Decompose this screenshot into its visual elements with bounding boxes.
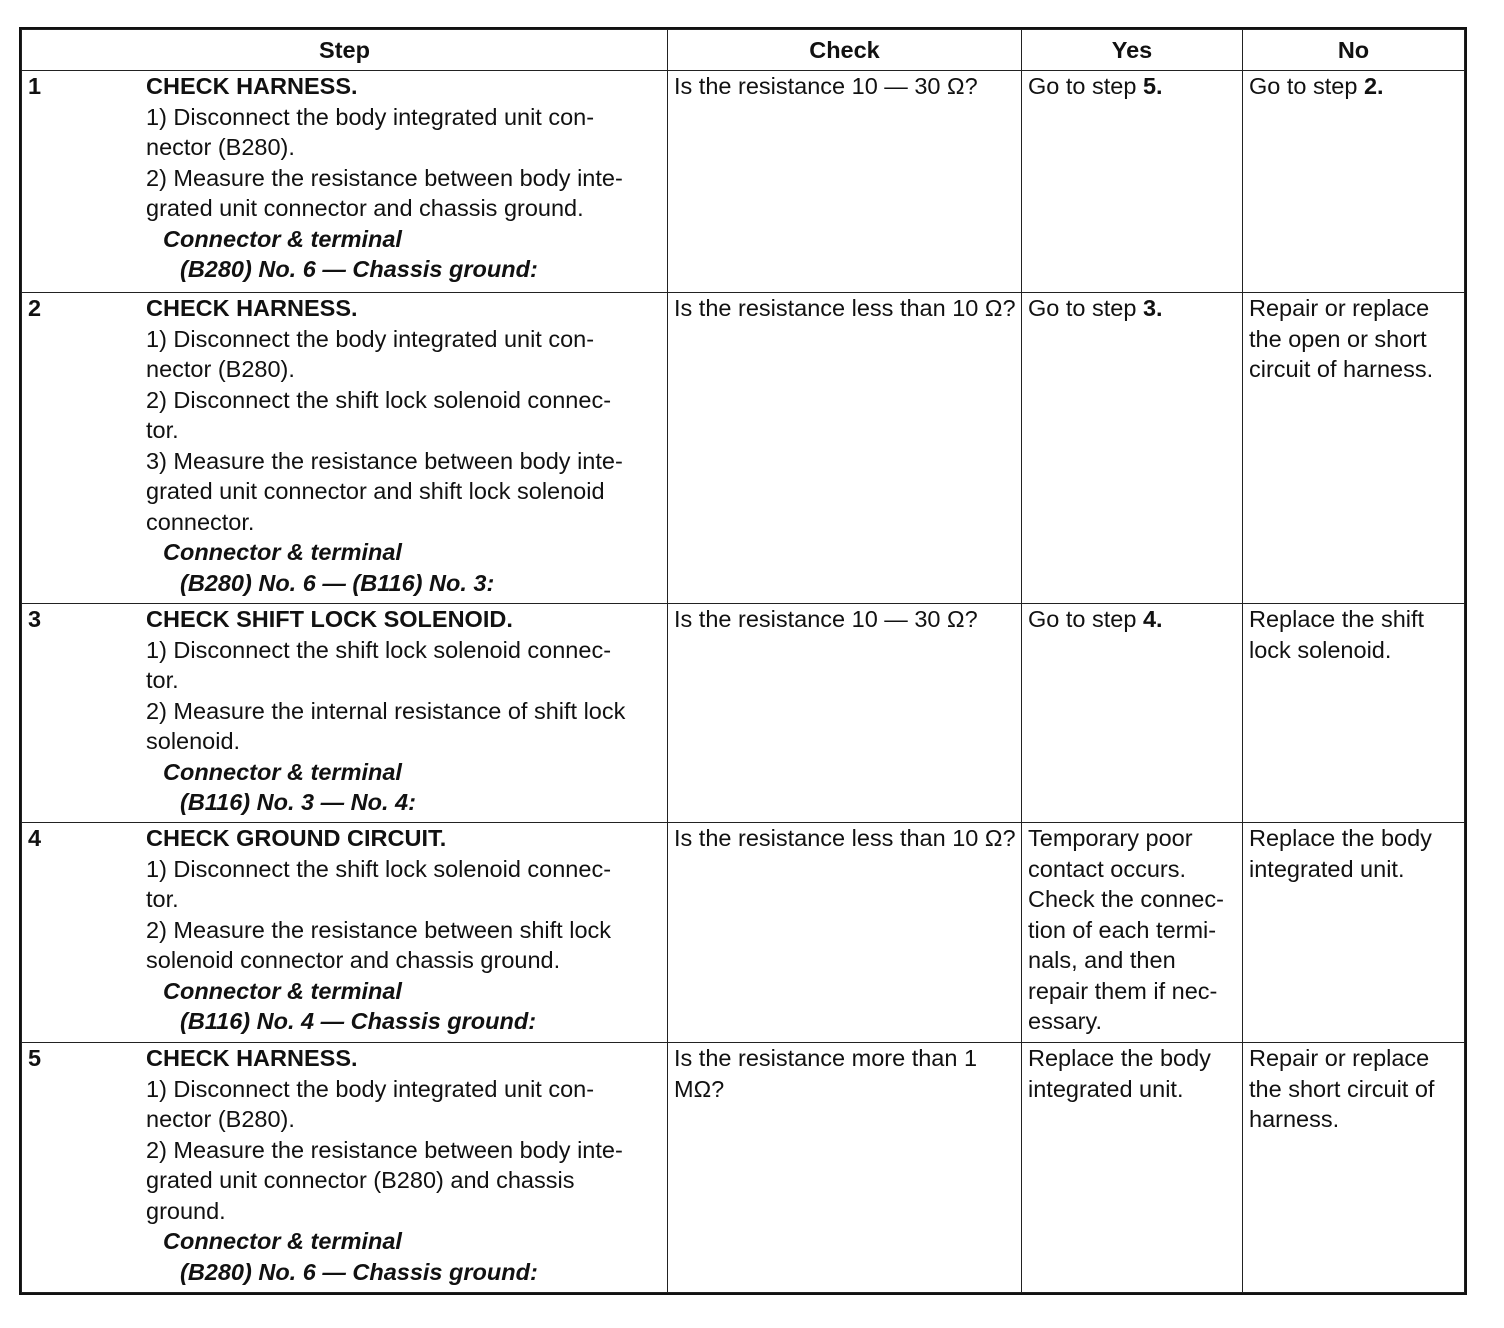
step-instruction: ground.	[146, 1197, 226, 1224]
step-instruction: connector.	[146, 508, 255, 535]
check-cell: Is the resistance 10 — 30 Ω?	[668, 71, 1022, 293]
header-row	[22, 30, 1465, 71]
step-instruction: nector (B280).	[146, 134, 295, 160]
check-cell: Is the resistance less than 10 Ω?	[668, 293, 1022, 604]
step-number: 3	[28, 606, 42, 632]
yes-step-ref: 5.	[1142, 73, 1163, 99]
connector-label: Connector & terminal	[163, 1228, 402, 1254]
connector-terminal: (B280) No. 6 — Chassis ground:	[180, 1258, 538, 1285]
no-cell	[1243, 1043, 1465, 1293]
header-step: Step	[22, 30, 668, 71]
step-cell	[22, 1043, 668, 1293]
no-text: Replace the body integrated unit.	[1249, 825, 1432, 882]
step-instruction: nector (B280).	[146, 1106, 295, 1132]
yes-text: Temporary poor contact occurs. Check the connec- tion of each termi- nals, and then repair them if nec- essary.	[1028, 825, 1224, 1034]
step-instruction: nector (B280).	[146, 356, 295, 382]
yes-cell	[1022, 604, 1243, 823]
step-cell	[22, 823, 668, 1043]
connector-terminal: (B280) No. 6 — (B116) No. 3:	[180, 569, 495, 596]
step-instruction: 3) Measure the resistance between body inte-	[146, 447, 623, 474]
check-cell: Is the resistance less than 10 Ω?	[668, 823, 1022, 1043]
step-instruction: 1) Disconnect the body integrated unit con-	[146, 103, 595, 130]
connector-terminal: (B116) No. 3 — No. 4:	[180, 789, 416, 815]
check-cell: Is the resistance 10 — 30 Ω?	[668, 604, 1022, 823]
step-instruction: 1) Disconnect the shift lock solenoid connec-	[146, 855, 612, 882]
step-instruction: 1) Disconnect the body integrated unit con-	[146, 325, 595, 352]
no-cell	[1243, 293, 1465, 604]
diagnostic-table	[21, 29, 1465, 1293]
step-title: CHECK GROUND CIRCUIT.	[146, 825, 447, 851]
step-instruction: tor.	[146, 667, 179, 693]
step-instruction: 1) Disconnect the body integrated unit con-	[146, 1075, 595, 1102]
yes-cell	[1022, 823, 1243, 1043]
table-row	[22, 71, 1465, 293]
step-instruction: solenoid.	[146, 728, 241, 754]
header-yes: Yes	[1022, 30, 1243, 71]
yes-step-ref: 3.	[1142, 295, 1163, 321]
connector-label: Connector & terminal	[163, 977, 402, 1004]
yes-text: Go to step	[1028, 73, 1143, 99]
step-instruction: 2) Measure the resistance between body inte-	[146, 1136, 623, 1163]
step-instruction: 2) Disconnect the shift lock solenoid connec-	[146, 386, 612, 413]
no-text: Repair or replace the short circuit of harness.	[1249, 1045, 1435, 1132]
connector-terminal: (B280) No. 6 — Chassis ground:	[180, 256, 538, 282]
check-cell: Is the resistance more than 1 MΩ?	[668, 1043, 1022, 1293]
header-check: Check	[668, 30, 1022, 71]
table-row	[22, 1043, 1465, 1293]
step-instruction: solenoid connector and chassis ground.	[146, 947, 561, 973]
step-number: 4	[28, 825, 42, 851]
no-cell	[1243, 823, 1465, 1043]
no-text: Replace the shift lock solenoid.	[1249, 606, 1425, 663]
step-number: 1	[28, 73, 42, 99]
step-instruction: 2) Measure the internal resistance of shift lock	[146, 697, 626, 724]
table-row	[22, 604, 1465, 823]
yes-step-ref: 4.	[1142, 606, 1163, 632]
yes-text: Go to step	[1028, 606, 1143, 632]
step-number: 2	[28, 295, 42, 321]
step-title: CHECK SHIFT LOCK SOLENOID.	[146, 606, 513, 632]
step-cell	[22, 71, 668, 293]
step-instruction: grated unit connector and chassis ground.	[146, 195, 584, 221]
connector-terminal: (B116) No. 4 — Chassis ground:	[180, 1008, 537, 1034]
yes-cell	[1022, 71, 1243, 293]
step-instruction: grated unit connector (B280) and chassis	[146, 1167, 575, 1193]
step-title: CHECK HARNESS.	[146, 1045, 358, 1071]
step-instruction: 1) Disconnect the shift lock solenoid connec-	[146, 636, 612, 663]
step-cell	[22, 604, 668, 823]
step-instruction: 2) Measure the resistance between body inte-	[146, 164, 623, 191]
no-step-ref: 2.	[1363, 73, 1384, 99]
yes-text: Go to step	[1028, 295, 1143, 321]
step-number: 5	[28, 1045, 42, 1071]
table-row	[22, 293, 1465, 604]
step-instruction: grated unit connector and shift lock solenoid	[146, 478, 605, 504]
yes-cell	[1022, 1043, 1243, 1293]
connector-label: Connector & terminal	[163, 539, 402, 565]
header-no: No	[1243, 30, 1465, 71]
connector-label: Connector & terminal	[163, 758, 402, 785]
no-text: Repair or replace the open or short circuit of harness.	[1249, 295, 1434, 382]
no-text: Go to step	[1249, 73, 1364, 99]
no-cell	[1243, 604, 1465, 823]
yes-text: Replace the body integrated unit.	[1028, 1045, 1211, 1102]
yes-cell	[1022, 293, 1243, 604]
step-cell	[22, 293, 668, 604]
step-title: CHECK HARNESS.	[146, 73, 358, 99]
step-instruction: 2) Measure the resistance between shift lock	[146, 916, 612, 943]
table-row	[22, 823, 1465, 1043]
connector-label: Connector & terminal	[163, 225, 402, 252]
step-instruction: tor.	[146, 886, 179, 912]
step-title: CHECK HARNESS.	[146, 295, 358, 321]
no-cell	[1243, 71, 1465, 293]
step-instruction: tor.	[146, 417, 179, 443]
